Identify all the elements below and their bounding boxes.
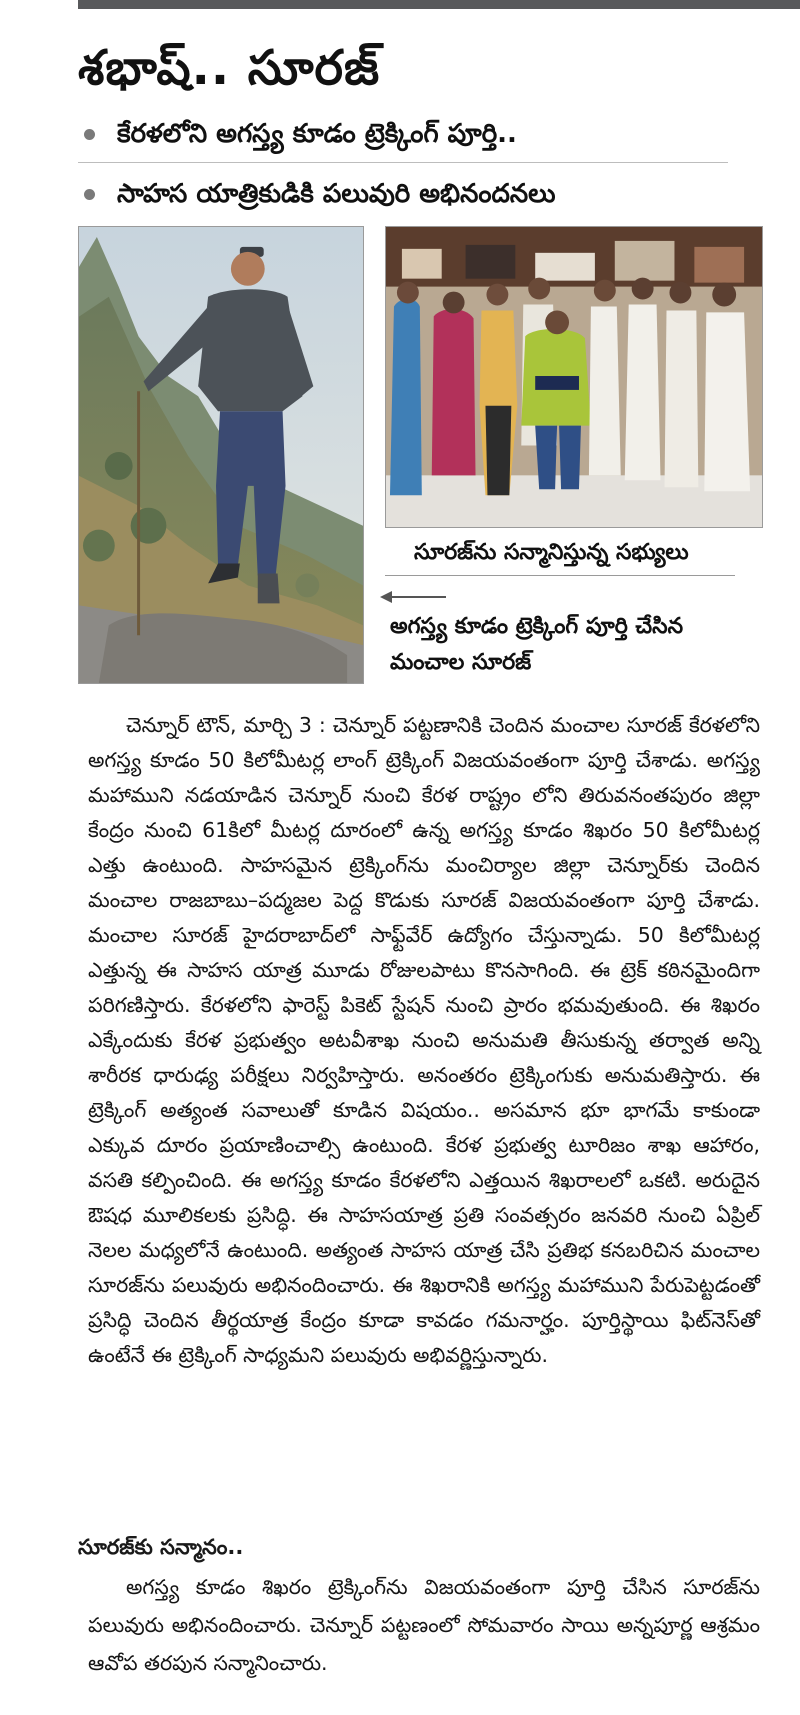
caption-divider [385, 575, 735, 576]
top-rule-bar [78, 0, 800, 9]
caption-felicitation: సూరజ్‌ను సన్మానిస్తున్న సభ్యులు [414, 540, 689, 565]
deck-line-2 [84, 177, 556, 211]
caption-trekker-line-1: అగస్త్య కూడం ట్రెక్కింగ్‌ పూర్తి చేసిన [390, 614, 684, 639]
trekker-photo [78, 226, 364, 684]
caption-trekker-line-2: మంచాల సూరజ్‌ [390, 650, 532, 675]
deck-divider [78, 162, 728, 163]
felicitation-photo [385, 226, 763, 528]
article-body-2 [88, 1568, 760, 1682]
trekker-photo-icon [79, 227, 363, 683]
bullet-icon [84, 189, 95, 200]
deck-text-2: సాహస యాత్రికుడికి పలువురి అభినందనలు [117, 179, 556, 209]
deck-text-1: కేరళలోని అగస్త్య కూడం ట్రెక్కింగ్‌ పూర్తి.. [117, 119, 517, 149]
arrow-left-icon [378, 590, 448, 604]
article-body [88, 708, 760, 1373]
felicitation-photo-icon [386, 227, 762, 527]
deck-line-1 [84, 117, 517, 151]
next-item-cutoff [78, 1700, 498, 1715]
article-paragraph-2: అగస్త్య కూడం శిఖరం ట్రెక్కింగ్‌ను విజయవంతంగా పూర్తి చేసిన సూరజ్‌ను పలువురు అభినందించారు. చెన్నూర్‌ పట్టణంలో సోమవారం సాయి అన్నపూర్ణ ఆశ్రమం ఆవోప తరపున సన్మానించారు. [88, 1575, 760, 1675]
article-paragraph: చెన్నూర్‌ టౌన్‌, మార్చి 3 : చెన్నూర్‌ పట్టణానికి చెందిన మంచాల సూరజ్‌ కేరళలోని అగస్త్య కూడం 50 కిలోమీటర్ల లాంగ్‌ ట్రెక్కింగ్‌ విజయవంతంగా పూర్తి చేశాడు. అగస్త్య మహాముని నడయాడిన చెన్నూర్‌ నుంచి కేరళ రాష్ట్రం లోని తిరువనంతపురం జిల్లా కేంద్రం నుంచి 61కిలో మీటర్ల దూరంలో ఉన్న అగస్త్య కూడం శిఖరం 50 కిలోమీటర్ల ఎత్తు ఉంటుంది. సాహసమైన ట్రెక్కింగ్‌ను మంచిర్యాల జిల్లా చెన్నూర్‌కు చెందిన మంచాల రాజబాబు–పద్మజల పెద్ద కొడుకు సూరజ్‌ విజయవంతంగా పూర్తి చేశాడు. మంచాల సూరజ్‌ హైదరాబాద్‌లో సాఫ్ట్‌వేర్‌ ఉద్యోగం చేస్తున్నాడు. 50 కిలోమీటర్ల ఎత్తున్న ఈ సాహస యాత్ర మూడు రోజులపాటు కొనసాగింది. ఈ ట్రెక్‌ కఠినమైందిగా పరిగణిస్తారు. కేరళలోని ఫారెస్ట్‌ పికెట్‌ స్టేషన్‌ నుంచి ప్రారం భమవుతుంది. ఈ శిఖరం ఎక్కేందుకు కేరళ ప్రభుత్వం అటవీశాఖ నుంచి అనుమతి తీసుకున్న తర్వాత అన్ని శారీరక ధారుఢ్య పరీక్షలు నిర్వహిస్తారు. అనంతరం ట్రెక్కింగుకు అనుమతిస్తారు. ఈ ట్రెక్కింగ్‌ అత్యంత సవాలుతో కూడిన విషయం.. అసమాన భూ భాగమే కాకుండా ఎక్కువ దూరం ప్రయాణించాల్సి ఉంటుంది. కేరళ ప్రభుత్వ టూరిజం శాఖ ఆహారం, వసతి కల్పించింది. ఈ అగస్త్య కూడం కేరళలోని ఎత్తయిన శిఖరాలలో ఒకటి. అరుదైన ఔషధ మూలికలకు ప్రసిద్ధి. ఈ సాహసయాత్ర ప్రతి సంవత్సరం జనవరి నుంచి ఏప్రిల్‌ నెలల మధ్యలోనే ఉంటుంది. అత్యంత సాహస యాత్ర చేసి ప్రతిభ కనబరిచిన మంచాల సూరజ్‌ను పలువురు అభినందించారు. ఈ శిఖరానికి అగస్త్య మహాముని పేరుపెట్టడంతో ప్రసిద్ధి చెందిన తీర్థయాత్ర కేంద్రం కూడా కావడం గమనార్హం. పూర్తిస్థాయి ఫిట్‌నెస్‌తో ఉంటేనే ఈ ట్రెక్కింగ్‌ సాధ్యమని పలువురు అభివర్ణిస్తున్నారు. [88, 713, 760, 1367]
article-subhead: సూరజ్‌కు సన్మానం.. [78, 1535, 244, 1559]
headline: శభాష్‌.. సూరజ్‌ [78, 40, 381, 96]
bullet-icon [84, 129, 95, 140]
